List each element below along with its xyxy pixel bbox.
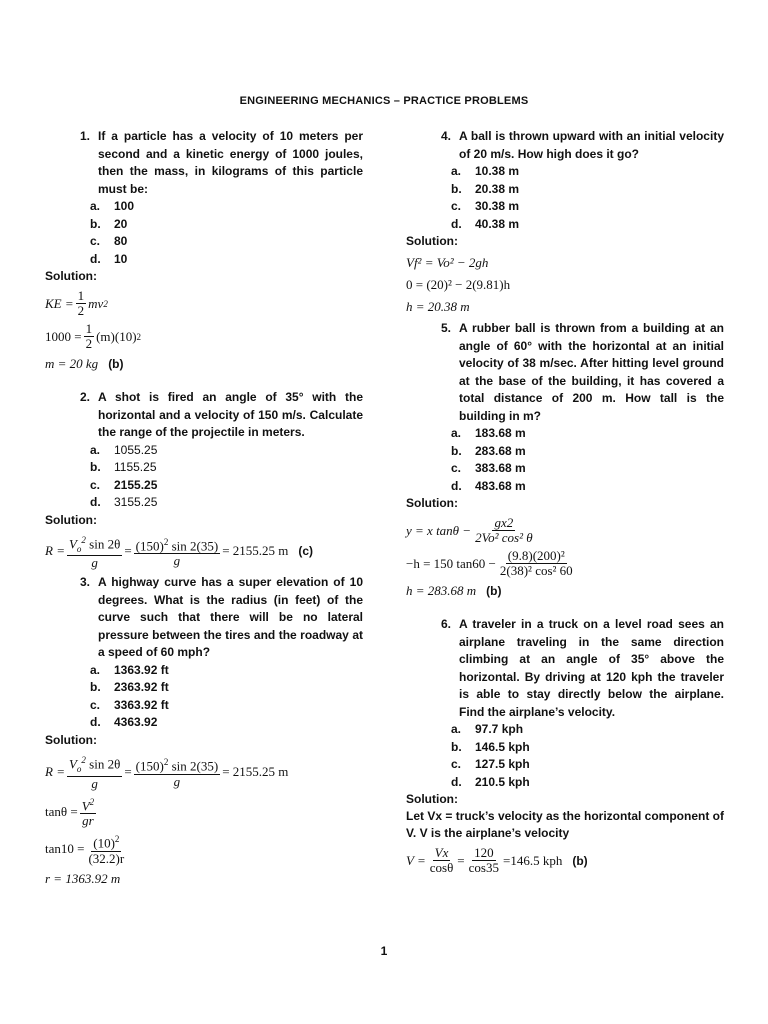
option: a. 100 [90, 199, 135, 213]
option: b. 20.38 m [451, 181, 520, 196]
option: b. 20 [90, 216, 128, 231]
solution-label: Solution: [45, 269, 97, 283]
option: b. 283.68 m [451, 443, 526, 458]
solution-label: Solution: [45, 732, 97, 747]
problem-number: 2. [79, 390, 90, 404]
solution-label: Solution: [45, 512, 97, 527]
options-3 [45, 662, 363, 732]
right-column [406, 128, 724, 879]
problem-number: 4. [440, 129, 451, 143]
option: c. 127.5 kph [451, 757, 530, 771]
solution-5: y = x tanθ − $\frac{gx2}{\text{2Vo² cos² θ}}$ −h = 150 tan60 − $\frac{\text{(9.8)(200)²}}{\text{2(38)² cos² 60}}$ h = 283.68 m (b) [406, 515, 573, 598]
problem-text: A ball is thrown upward with an initial velocity of 20 m/s. How high does it go? [459, 129, 724, 161]
solution-6: V = $\frac{Vx}{\cos\theta}$ = $\frac{120}{\cos 35}$ =146.5 kph (b) [406, 845, 588, 875]
solution-label: Solution: [406, 496, 458, 510]
options-6 [406, 721, 724, 791]
problem-text: If a particle has a velocity of 10 meters per second and a kinetic energy of 1000 joules, then the mass, in kilograms of this particle must be: [98, 129, 363, 196]
option: d. 4363.92 [90, 715, 158, 730]
problem-text: A shot is fired an angle of 35° with the horizontal and a velocity of 150 m/s. Calculate the range of the projectile in meters. [98, 390, 363, 439]
option: c. 30.38 m [451, 199, 520, 213]
option: d. 483.68 m [451, 478, 526, 493]
option: a. 1363.92 ft [90, 662, 169, 677]
problem-4 [406, 128, 724, 163]
option: c. 80 [90, 234, 128, 248]
option: d. 210.5 kph [451, 774, 530, 789]
problem-5 [406, 320, 724, 425]
problem-text: A rubber ball is thrown from a building at an angle of 60° with the horizontal at an initial velocity of 38 m/sec. After hitting level ground at the base of the building, it has covered a total distance of 200 m. How tall is the building in m? [459, 321, 724, 423]
option: a. 1055.25 [90, 442, 158, 457]
solution-2: R = $\frac{V_o^2 \sin 2\theta}{g}$ = $\frac{(150)^2 \sin 2(35)}{g}$ = 2155.25 m (c) [45, 534, 314, 571]
option: c. 3363.92 ft [90, 697, 169, 712]
problem-number: 3. [79, 575, 90, 590]
page-title: ENGINEERING MECHANICS – PRACTICE PROBLEMS [239, 95, 529, 107]
options-4 [406, 163, 724, 233]
option: b. 2363.92 ft [90, 680, 169, 695]
problem-6 [406, 616, 724, 721]
option: d. 3155.25 [90, 495, 158, 509]
problem-1 [45, 128, 363, 198]
left-column [45, 128, 363, 892]
option: a. 183.68 m [451, 426, 526, 440]
problem-number: 1. [79, 129, 90, 143]
options-1 [45, 198, 363, 268]
option: c. 2155.25 [90, 477, 158, 492]
option: b. 1155.25 [90, 460, 157, 474]
option: a. 10.38 m [451, 164, 520, 178]
problem-number: 6. [440, 617, 451, 631]
options-5 [406, 425, 724, 495]
solution-3: R = $\frac{V_o^2 \sin 2\theta}{g}$ = $\frac{(150)^2 \sin 2(35)}{g}$ = 2155.25 m tanθ = $\frac{V^2}{gr}$ tan10 = $\frac{(10)^2}{(32.2)r}$ r = 1363.92 m [45, 754, 289, 886]
problem-2 [45, 389, 363, 442]
problem-text: A highway curve has a super elevation of 10 degrees. What is the radius (in feet) of the curve such that there will be no lateral pressure between the tires and the roadway at a speed of 60 mph? [98, 575, 363, 660]
option: c. 383.68 m [451, 461, 526, 475]
page-number: 1 [380, 944, 388, 958]
problem-3 [45, 574, 363, 662]
solution-label: Solution: [406, 792, 458, 806]
option: a. 97.7 kph [451, 722, 524, 736]
solution-text: Let Vx = truck’s velocity as the horizontal component of V. V is the airplane’s velocity [406, 809, 724, 840]
option: d. 40.38 m [451, 216, 520, 231]
option: d. 10 [90, 251, 128, 266]
option: b. 146.5 kph [451, 739, 530, 754]
solution-label: Solution: [406, 234, 458, 248]
options-2 [45, 442, 363, 512]
problem-text: A traveler in a truck on a level road sees an airplane traveling in the same direction climbing at an angle of 35° above the horizontal. By driving at 120 kph the traveler is able to stay directly below the airplane. Find the airplane’s velocity. [459, 617, 724, 719]
solution-1: KE = $\frac{1}{2}$ mv 2 1000 = $\frac{1}{2}$ (m)(10) 2 m = 20 kg (b) [45, 288, 142, 371]
solution-4: Vf² = Vo² − 2gh 0 = (20)² − 2(9.81)h h = 20.38 m [406, 255, 511, 314]
problem-number: 5. [440, 321, 451, 335]
